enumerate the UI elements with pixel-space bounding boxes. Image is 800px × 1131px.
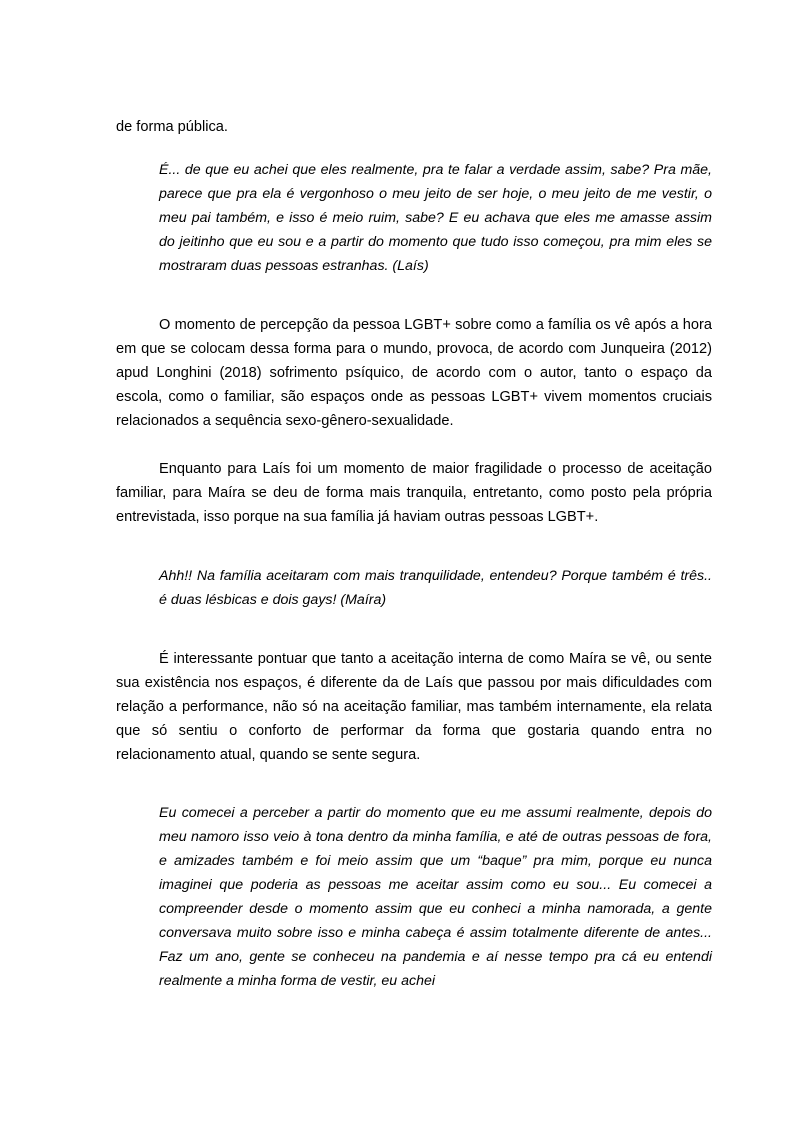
quote-lais: É... de que eu achei que eles realmente, pra te falar a verdade assim, sabe? Pra mãe, parece que pra ela é vergonhoso o meu jeito de ser hoje, o meu jeito de me vestir, o meu pai também, e isso é meio ruim, sabe? E eu achava que eles me amasse assim do jeitinho que eu sou e a partir do momento que tudo isso começou, pra mim eles se mostraram duas pessoas estranhas. (Laís) [159,162,712,274]
paragraph-momento: O momento de percepção da pessoa LGBT+ sobre como a família os vê após a hora em que se colocam dessa forma para o mundo, provoca, de acordo com Junqueira (2012) apud Longhini (2018) sofrimento psíquico, de acordo com o autor, tanto o espaço da escola, como o familiar, são espaços onde as pessoas LGBT+ vivem momentos cruciais relacionados a sequência sexo-gênero-sexualidade. [116,317,712,429]
quote-maira: Ahh!! Na família aceitaram com mais tranquilidade, entendeu? Porque também é três.. é duas lésbicas e dois gays! (Maíra) [159,568,712,608]
paragraph-opening: de forma pública. [116,119,228,135]
paragraph-interessante: É interessante pontuar que tanto a aceitação interna de como Maíra se vê, ou sente sua existência nos espaços, é diferente da de Laís que passou por mais dificuldades com relação a performance, não só na aceitação familiar, mas também internamente, ela relata que só sentiu o conforto de performar da forma que gostaria quando entra no relacionamento atual, quando se sente segura. [116,651,712,763]
quote-lais-2: Eu comecei a perceber a partir do momento que eu me assumi realmente, depois do meu namoro isso veio à tona dentro da minha família, e até de outras pessoas de fora, e amizades também e foi meio assim que um “baque” pra mim, porque eu nunca imaginei que poderia as pessoas me aceitar assim como eu sou... Eu comecei a compreender desde o momento assim que eu conheci a minha namorada, a gente conversava muito sobre isso e minha cabeça é assim totalmente diferente de antes... Faz um ano, gente se conheceu na pandemia e aí nesse tempo pra cá eu entendi realmente a minha forma de vestir, eu achei [159,805,712,989]
paragraph-enquanto: Enquanto para Laís foi um momento de maior fragilidade o processo de aceitação familiar, para Maíra se deu de forma mais tranquila, entretanto, como posto pela própria entrevistada, isso porque na sua família já haviam outras pessoas LGBT+. [116,461,712,525]
